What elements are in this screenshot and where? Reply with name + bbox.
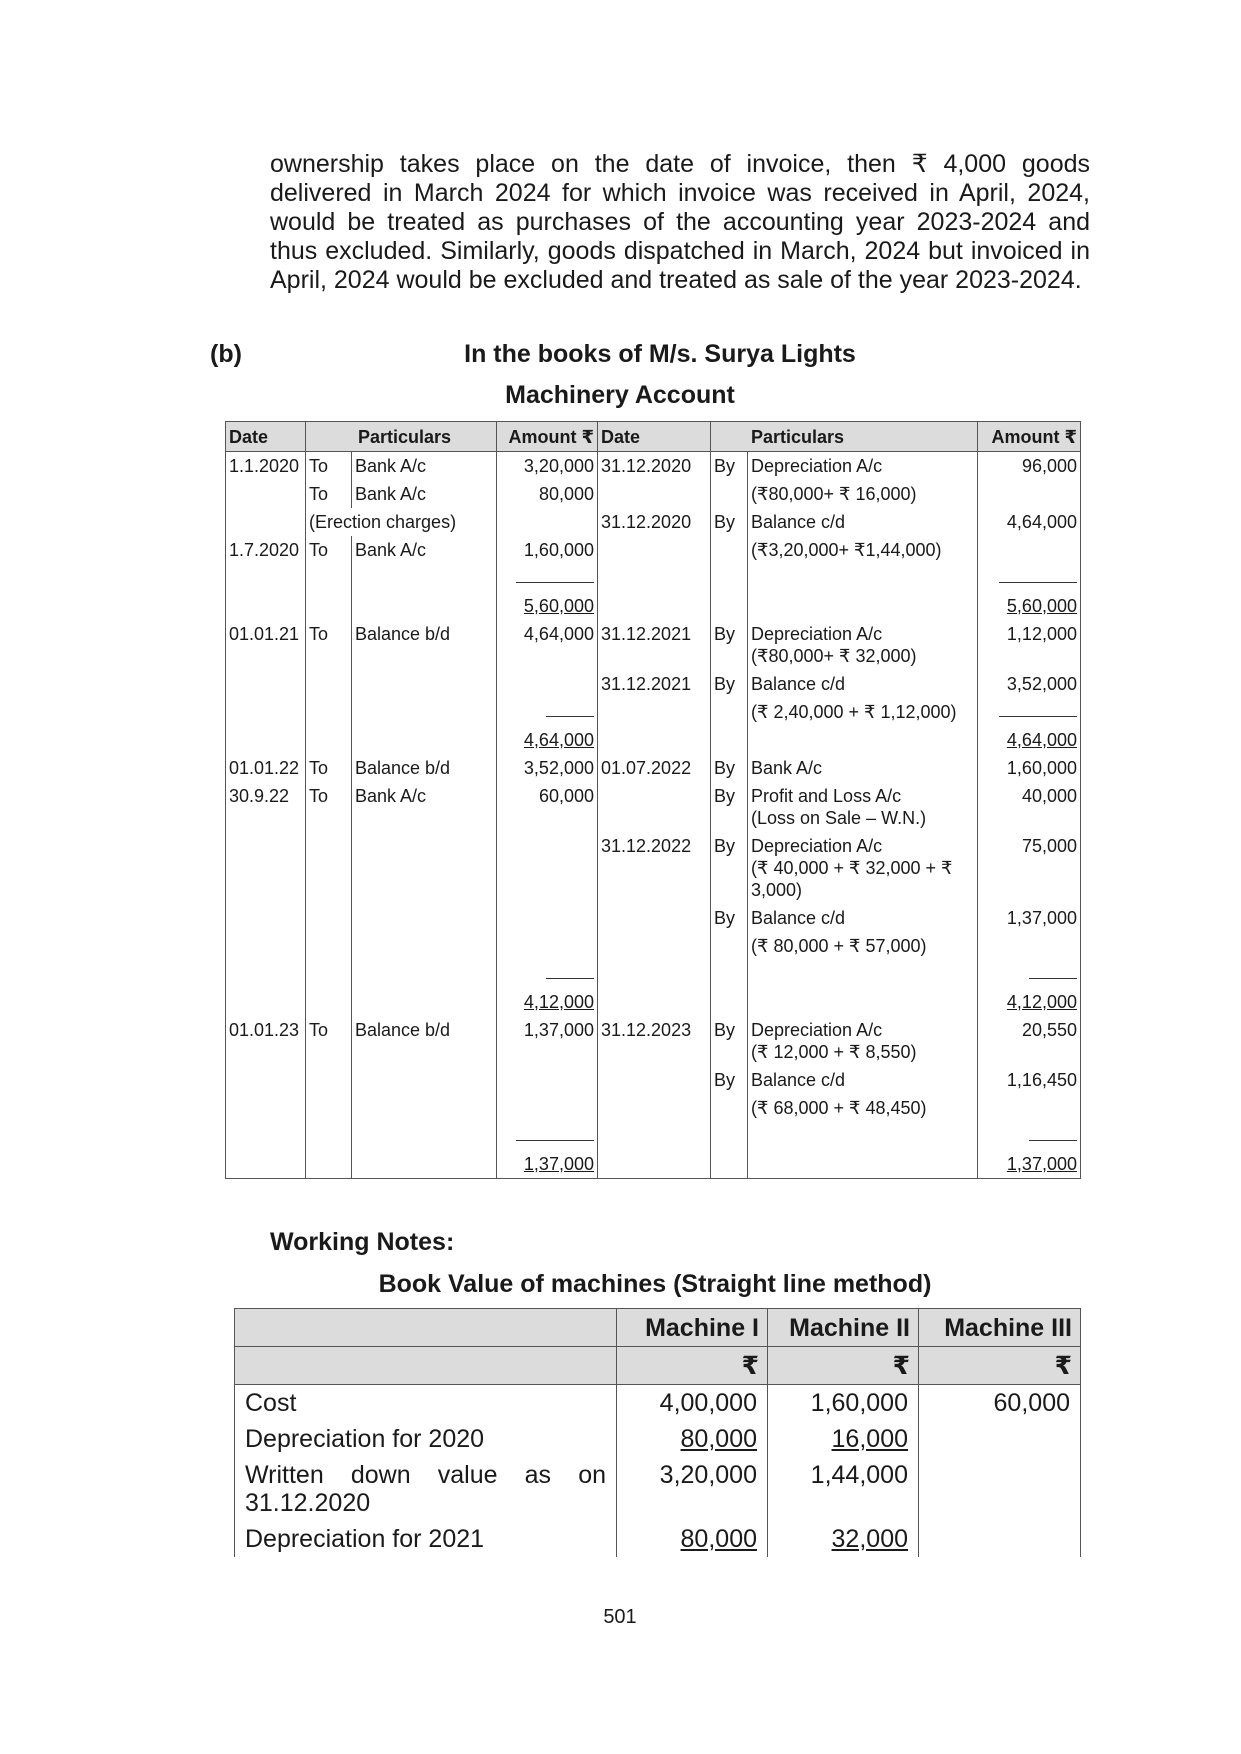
ledger-text: Depreciation A/c xyxy=(751,836,883,856)
ledger-cell: 31.12.2020 xyxy=(598,508,711,536)
ledger-cell: Bank A/c xyxy=(748,754,978,782)
ledger-cell: To xyxy=(306,620,352,670)
ledger-cell: (₹ 2,40,000 + ₹ 1,12,000) xyxy=(748,698,978,726)
ledger-cell xyxy=(978,480,1081,508)
ledger-cell: (Erection charges) xyxy=(306,508,497,536)
ledger-cell: By xyxy=(711,508,748,536)
ledger-cell xyxy=(497,508,598,536)
machinery-account-table xyxy=(225,421,1081,1179)
ledger-cell: Bank A/c xyxy=(352,452,497,481)
book-value-cell xyxy=(919,1421,1081,1457)
ledger-cell xyxy=(748,620,978,670)
ledger-row xyxy=(226,932,1081,960)
ledger-cell: 60,000 xyxy=(497,782,598,832)
book-value-header-row xyxy=(235,1309,1081,1347)
ledger-cell: 1,12,000 xyxy=(978,620,1081,670)
book-value-row xyxy=(235,1421,1081,1457)
ledger-row xyxy=(226,508,1081,536)
ledger-cell: 1,37,000 xyxy=(497,1016,598,1066)
ledger-text: Depreciation A/c xyxy=(751,1020,883,1040)
ledger-header-row xyxy=(226,422,1081,452)
ledger-header-amount-dr: Amount ₹ xyxy=(497,422,598,452)
ledger-row xyxy=(226,452,1081,481)
ledger-total: 5,60,000 xyxy=(978,592,1081,620)
ledger-total-row xyxy=(226,726,1081,754)
book-value-row xyxy=(235,1521,1081,1557)
ledger-header-amount-cr: Amount ₹ xyxy=(978,422,1081,452)
ledger-row xyxy=(226,782,1081,832)
ledger-row xyxy=(226,1016,1081,1066)
ledger-cell: 20,550 xyxy=(978,1016,1081,1066)
ledger-row xyxy=(226,1094,1081,1122)
ledger-rule xyxy=(1029,1140,1077,1142)
book-value-header: Machine II xyxy=(768,1309,919,1347)
ledger-cell xyxy=(598,782,711,832)
ledger-rule xyxy=(999,582,1077,584)
ledger-cell: 1.1.2020 xyxy=(226,452,306,481)
book-value-table xyxy=(234,1308,1081,1557)
book-value-currency: ₹ xyxy=(617,1347,768,1385)
ledger-row xyxy=(226,1066,1081,1094)
ledger-cell: 1,37,000 xyxy=(978,904,1081,932)
ledger-cell: 75,000 xyxy=(978,832,1081,904)
page-number: 501 xyxy=(603,1606,637,1628)
book-value-title: Book Value of machines (Straight line method) xyxy=(378,1270,932,1298)
ledger-total-row xyxy=(226,1150,1081,1179)
book-value-cell: 80,000 xyxy=(680,1425,757,1453)
ledger-rule xyxy=(546,978,594,980)
ledger-cell: To xyxy=(306,480,352,508)
ledger-cell: Balance c/d xyxy=(748,1066,978,1094)
ledger-rule xyxy=(1029,978,1077,980)
intro-paragraph: ownership takes place on the date of invoice, then ₹ 4,000 goods delivered in March 2024 for which invoice was received in April, 2024, would be treated as purchases of the accounting year 2023-2024 and thus excluded. Similarly, goods dispatched in March, 2024 but invoiced in April, 2024 would be excluded and treated as sale of the year 2023-2024. xyxy=(270,150,1090,294)
ledger-cell: Balance b/d xyxy=(352,754,497,782)
ledger-cell: Balance b/d xyxy=(352,620,497,670)
ledger-cell: 01.01.22 xyxy=(226,754,306,782)
ledger-row xyxy=(226,904,1081,932)
ledger-cell xyxy=(748,782,978,832)
ledger-total: 4,64,000 xyxy=(497,726,598,754)
ledger-total: 4,12,000 xyxy=(497,988,598,1016)
ledger-text: Profit and Loss A/c xyxy=(751,786,902,806)
ledger-cell: Balance c/d xyxy=(748,904,978,932)
ledger-total-row xyxy=(226,988,1081,1016)
ledger-cell xyxy=(711,480,748,508)
ledger-cell: 31.12.2022 xyxy=(598,832,711,904)
book-value-row xyxy=(235,1457,1081,1521)
ledger-cell: 1,60,000 xyxy=(497,536,598,564)
ledger-rule xyxy=(516,582,594,584)
ledger-text: (₹80,000+ ₹ 32,000) xyxy=(751,646,917,666)
ledger-cell: Bank A/c xyxy=(352,782,497,832)
book-value-row xyxy=(235,1385,1081,1422)
ledger-cell xyxy=(598,536,711,564)
book-value-cell: 1,60,000 xyxy=(768,1385,919,1422)
ledger-cell: 31.12.2021 xyxy=(598,670,711,698)
ledger-cell: To xyxy=(306,452,352,481)
account-title: Machinery Account xyxy=(505,381,735,409)
ledger-cell: Balance b/d xyxy=(352,1016,497,1066)
ledger-cell: By xyxy=(711,1016,748,1066)
ledger-cell: 4,64,000 xyxy=(497,620,598,670)
ledger-row xyxy=(226,832,1081,904)
ledger-cell: By xyxy=(711,754,748,782)
ledger-row xyxy=(226,698,1081,726)
ledger-cell: (₹80,000+ ₹ 16,000) xyxy=(748,480,978,508)
book-value-cell: 1,44,000 xyxy=(768,1457,919,1521)
ledger-cell: To xyxy=(306,754,352,782)
book-value-cell: 80,000 xyxy=(680,1525,757,1553)
ledger-text: (₹ 40,000 + ₹ 32,000 + ₹ 3,000) xyxy=(751,858,953,900)
ledger-total: 4,12,000 xyxy=(978,988,1081,1016)
book-value-cell: Depreciation for 2020 xyxy=(235,1421,617,1457)
books-title: In the books of M/s. Surya Lights xyxy=(464,340,856,368)
ledger-cell: 1,16,450 xyxy=(978,1066,1081,1094)
ledger-cell: To xyxy=(306,536,352,564)
ledger-cell xyxy=(748,832,978,904)
ledger-rule xyxy=(999,716,1077,718)
ledger-cell: To xyxy=(306,1016,352,1066)
ledger-cell: By xyxy=(711,620,748,670)
book-value-cell: 32,000 xyxy=(831,1525,908,1553)
ledger-cell xyxy=(978,536,1081,564)
ledger-cell: By xyxy=(711,782,748,832)
ledger-row xyxy=(226,536,1081,564)
ledger-cell: (₹ 68,000 + ₹ 48,450) xyxy=(748,1094,978,1122)
book-value-currency: ₹ xyxy=(768,1347,919,1385)
ledger-cell xyxy=(711,536,748,564)
ledger-cell: 40,000 xyxy=(978,782,1081,832)
ledger-rule-row xyxy=(226,1122,1081,1150)
ledger-text: Depreciation A/c xyxy=(751,624,883,644)
ledger-total: 1,37,000 xyxy=(497,1150,598,1179)
ledger-cell: 01.07.2022 xyxy=(598,754,711,782)
book-value-cell: Cost xyxy=(235,1385,617,1422)
working-notes-title: Working Notes: xyxy=(270,1228,455,1256)
book-value-header: Machine III xyxy=(919,1309,1081,1347)
ledger-cell: 4,64,000 xyxy=(978,508,1081,536)
book-value-cell xyxy=(919,1457,1081,1521)
ledger-total: 4,64,000 xyxy=(978,726,1081,754)
book-value-cell: Written down value as on 31.12.2020 xyxy=(235,1457,617,1521)
ledger-total: 5,60,000 xyxy=(497,592,598,620)
ledger-row xyxy=(226,670,1081,698)
book-value-cell xyxy=(919,1521,1081,1557)
ledger-cell: Balance c/d xyxy=(748,508,978,536)
ledger-cell xyxy=(226,508,306,536)
ledger-text: (Loss on Sale – W.N.) xyxy=(751,808,927,828)
ledger-cell: Bank A/c xyxy=(352,536,497,564)
book-value-header: Machine I xyxy=(617,1309,768,1347)
ledger-cell xyxy=(748,1016,978,1066)
ledger-cell: 3,20,000 xyxy=(497,452,598,481)
ledger-cell: Balance c/d xyxy=(748,670,978,698)
book-value-header xyxy=(235,1309,617,1347)
ledger-cell: (₹3,20,000+ ₹1,44,000) xyxy=(748,536,978,564)
ledger-cell: To xyxy=(306,782,352,832)
book-value-currency-row xyxy=(235,1347,1081,1385)
ledger-cell: 31.12.2020 xyxy=(598,452,711,481)
ledger-cell: 30.9.22 xyxy=(226,782,306,832)
ledger-cell: 96,000 xyxy=(978,452,1081,481)
ledger-cell: 01.01.21 xyxy=(226,620,306,670)
book-value-currency xyxy=(235,1347,617,1385)
ledger-total-row xyxy=(226,592,1081,620)
ledger-cell: 31.12.2023 xyxy=(598,1016,711,1066)
ledger-total: 1,37,000 xyxy=(978,1150,1081,1179)
ledger-header-date-dr: Date xyxy=(226,422,306,452)
ledger-row xyxy=(226,620,1081,670)
ledger-rule xyxy=(516,1140,594,1142)
ledger-row xyxy=(226,754,1081,782)
ledger-cell: By xyxy=(711,670,748,698)
book-value-cell: 4,00,000 xyxy=(617,1385,768,1422)
section-label: (b) xyxy=(210,340,242,368)
ledger-cell: 1,60,000 xyxy=(978,754,1081,782)
ledger-header-particulars-cr: Particulars xyxy=(711,422,978,452)
ledger-cell: (₹ 80,000 + ₹ 57,000) xyxy=(748,932,978,960)
ledger-header-particulars-dr: Particulars xyxy=(306,422,497,452)
book-value-currency: ₹ xyxy=(919,1347,1081,1385)
ledger-cell: By xyxy=(711,832,748,904)
ledger-cell: By xyxy=(711,1066,748,1094)
ledger-cell xyxy=(598,480,711,508)
ledger-cell: 31.12.2021 xyxy=(598,620,711,670)
ledger-cell xyxy=(226,480,306,508)
ledger-rule-row xyxy=(226,564,1081,592)
ledger-cell: 3,52,000 xyxy=(978,670,1081,698)
ledger-text: (₹ 12,000 + ₹ 8,550) xyxy=(751,1042,917,1062)
ledger-cell: By xyxy=(711,904,748,932)
book-value-cell: 3,20,000 xyxy=(617,1457,768,1521)
ledger-cell: Depreciation A/c xyxy=(748,452,978,481)
book-value-cell: 60,000 xyxy=(919,1385,1081,1422)
ledger-cell: 80,000 xyxy=(497,480,598,508)
ledger-rule-row xyxy=(226,960,1081,988)
ledger-cell: 3,52,000 xyxy=(497,754,598,782)
ledger-header-date-cr: Date xyxy=(598,422,711,452)
book-value-cell: Depreciation for 2021 xyxy=(235,1521,617,1557)
book-value-cell: 16,000 xyxy=(831,1425,908,1453)
ledger-cell: 01.01.23 xyxy=(226,1016,306,1066)
ledger-rule xyxy=(546,716,594,718)
ledger-cell: Bank A/c xyxy=(352,480,497,508)
ledger-row xyxy=(226,480,1081,508)
ledger-cell: 1.7.2020 xyxy=(226,536,306,564)
ledger-cell: By xyxy=(711,452,748,481)
